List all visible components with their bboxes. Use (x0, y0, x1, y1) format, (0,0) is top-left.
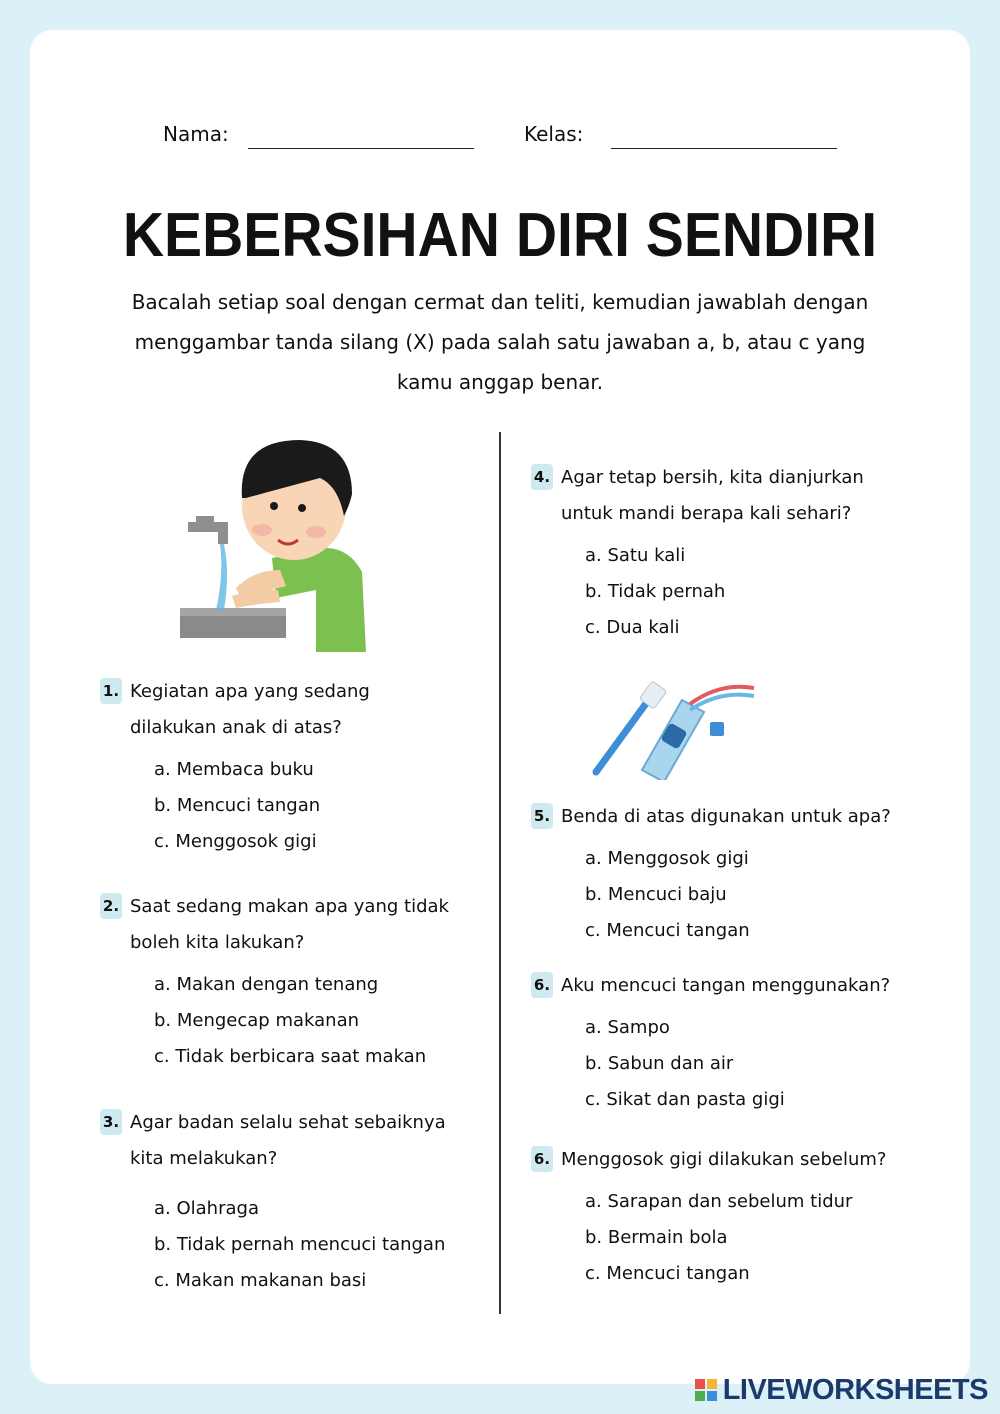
logo-mark-icon (695, 1379, 717, 1401)
answer-option[interactable]: b. Mencuci baju (585, 884, 727, 905)
answer-option[interactable]: a. Menggosok gigi (585, 848, 749, 869)
logo-text: LIVEWORKSHEETS (722, 1373, 988, 1406)
answer-option[interactable]: a. Sampo (585, 1017, 670, 1038)
question-text: Aku mencuci tangan menggunakan? (561, 975, 891, 996)
answer-option[interactable]: c. Dua kali (585, 617, 680, 638)
question-text: Kegiatan apa yang sedang dilakukan anak di atas? (130, 681, 370, 738)
answer-option[interactable]: b. Mengecap makanan (154, 1010, 360, 1031)
question-number-badge: 2. (100, 893, 122, 919)
toothbrush (596, 698, 650, 772)
question-5 (531, 799, 891, 949)
question-4 (531, 460, 891, 646)
answer-option[interactable]: a. Olahraga (154, 1198, 259, 1219)
name-answer-line[interactable] (248, 148, 474, 149)
question-6 (531, 968, 891, 1118)
toothbrush-toothpaste-image (590, 680, 760, 780)
answer-option[interactable]: c. Menggosok gigi (154, 831, 317, 852)
answer-option[interactable]: c. Mencuci tangan (585, 1263, 750, 1284)
question-text: Agar tetap bersih, kita dianjurkan untuk mandi berapa kali sehari? (561, 467, 864, 524)
instructions-text: Bacalah setiap soal dengan cermat dan teliti, kemudian jawablah dengan menggambar tanda silang (X) pada salah satu jawaban a, b, atau c yang kamu anggap benar. (131, 290, 869, 394)
class-label: Kelas: (524, 122, 584, 146)
question-text: Agar badan selalu sehat sebaiknya kita melakukan? (130, 1112, 446, 1169)
answer-option[interactable]: b. Bermain bola (585, 1227, 728, 1248)
answer-option[interactable]: a. Sarapan dan sebelum tidur (585, 1191, 853, 1212)
answer-option[interactable]: c. Mencuci tangan (585, 920, 750, 941)
question-2 (100, 889, 460, 1075)
question-1 (100, 674, 460, 860)
answer-option[interactable]: c. Sikat dan pasta gigi (585, 1089, 785, 1110)
answer-option[interactable]: b. Tidak pernah mencuci tangan (154, 1234, 446, 1255)
green-shirt (272, 548, 366, 652)
question-text: Benda di atas digunakan untuk apa? (561, 806, 891, 827)
answer-option[interactable]: b. Sabun dan air (585, 1053, 734, 1074)
question-number-badge: 3. (100, 1109, 122, 1135)
answer-option[interactable]: c. Tidak berbicara saat makan (154, 1046, 427, 1067)
question-number-badge: 6. (531, 972, 553, 998)
water-stream (216, 544, 227, 610)
question-number-badge: 5. (531, 803, 553, 829)
sink-basin (180, 614, 286, 638)
boy-washing-hands-image (176, 436, 376, 652)
answer-option[interactable]: a. Makan dengan tenang (154, 974, 379, 995)
column-divider (499, 432, 501, 1314)
question-7 (531, 1142, 891, 1292)
question-text: Menggosok gigi dilakukan sebelum? (561, 1149, 887, 1170)
question-text: Saat sedang makan apa yang tidak boleh kita lakukan? (130, 896, 449, 953)
question-number-badge: 1. (100, 678, 122, 704)
faucet (188, 522, 228, 544)
question-number-badge: 4. (531, 464, 553, 490)
answer-option[interactable]: a. Satu kali (585, 545, 686, 566)
answer-option[interactable]: b. Mencuci tangan (154, 795, 321, 816)
question-3 (100, 1105, 460, 1299)
class-answer-line[interactable] (611, 148, 837, 149)
answer-option[interactable]: c. Makan makanan basi (154, 1270, 367, 1291)
page-title: KEBERSIHAN DIRI SENDIRI (122, 201, 878, 270)
question-number-badge: 6. (531, 1146, 553, 1172)
liveworksheets-logo[interactable] (695, 1372, 988, 1408)
answer-option[interactable]: a. Membaca buku (154, 759, 314, 780)
answer-option[interactable]: b. Tidak pernah (585, 581, 726, 602)
name-label: Nama: (163, 122, 229, 146)
